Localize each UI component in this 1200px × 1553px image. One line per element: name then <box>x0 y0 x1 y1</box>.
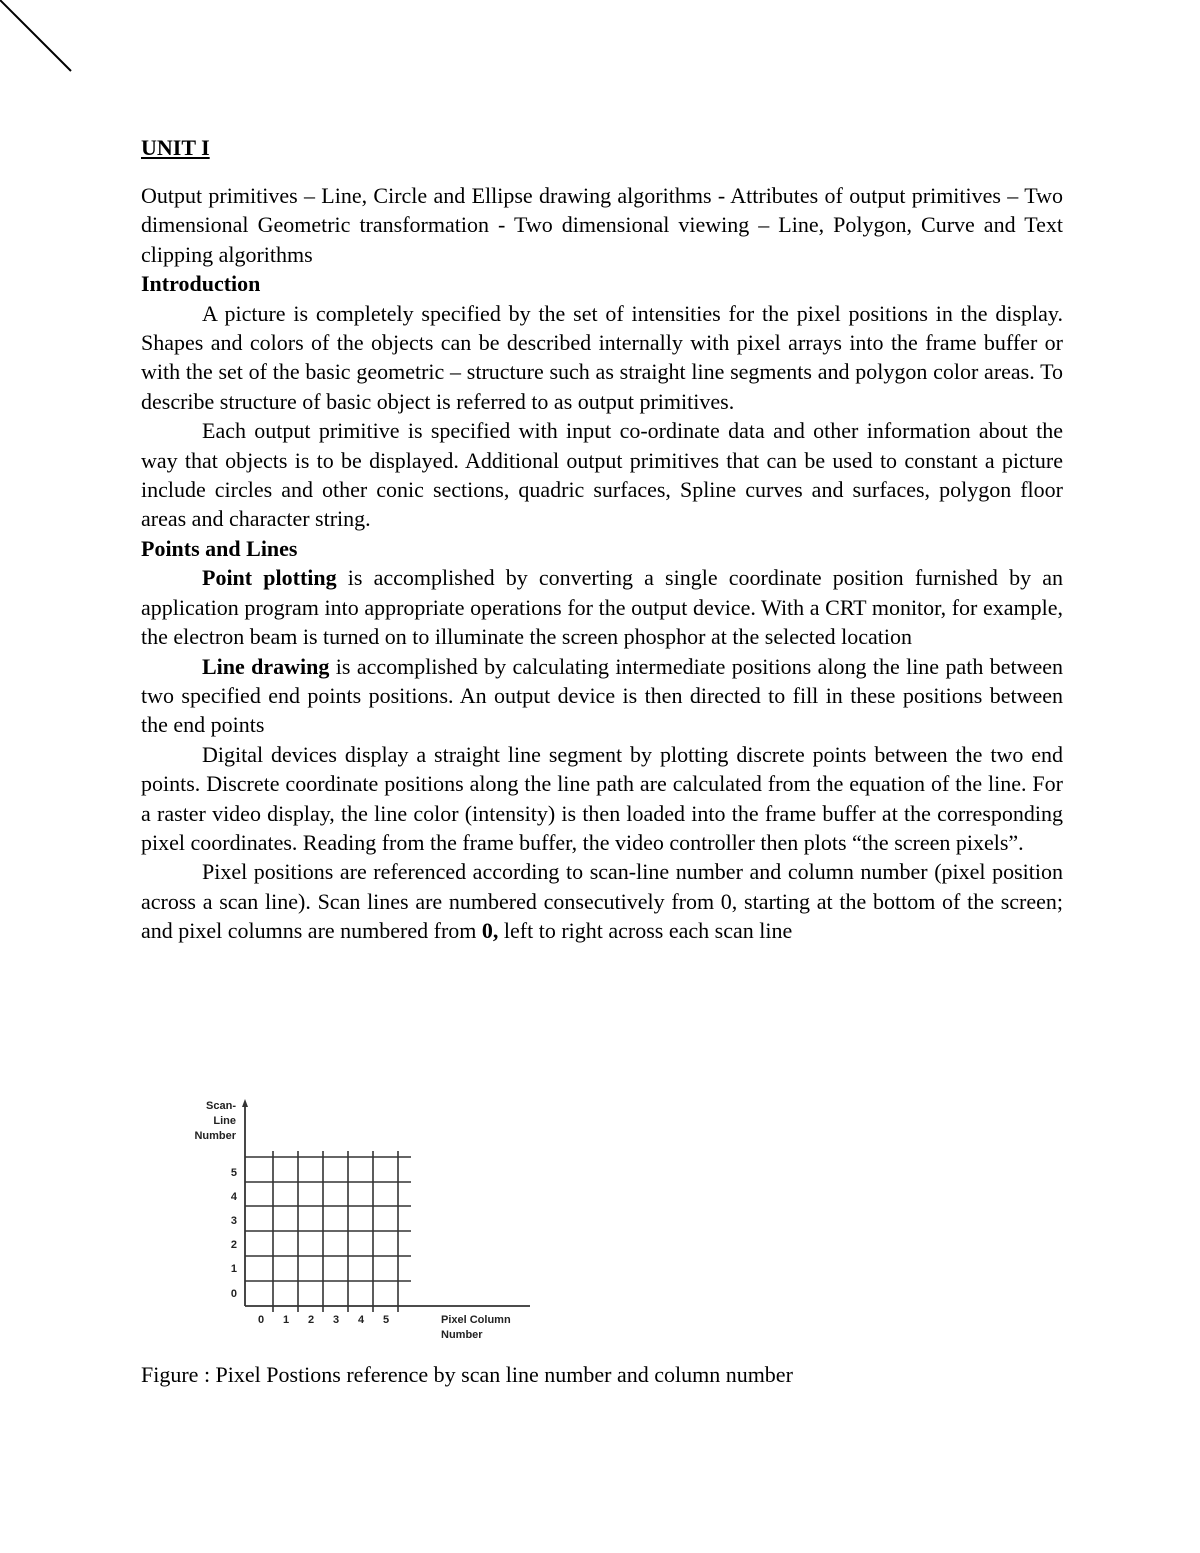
introduction-heading: Introduction <box>141 271 261 297</box>
x-axis-label-line-2: Number <box>441 1329 483 1341</box>
syllabus-paragraph: Output primitives – Line, Circle and Ellipse drawing algorithms - Attributes of output primitives – Two dimensional Geometric transformation - Two dimensional viewing – Line, Polygon, Curve and Text clipping algorithms <box>141 183 1063 267</box>
pixel-positions-text-b: left to right across each scan line <box>498 918 793 944</box>
pixel-grid-lines <box>245 1151 411 1312</box>
introduction-paragraph-2: Each output primitive is specified with input co-ordinate data and other information about the way that objects is to be displayed. Additional output primitives that can be used to constant a picture include circles and other conic sections, quadric surfaces, Spline curves and surfaces, polygon floor areas and character string. <box>141 418 1063 532</box>
pixel-positions-bold: 0, <box>481 918 499 944</box>
column-number-0: 0 <box>257 1314 265 1326</box>
document-page <box>141 133 1063 946</box>
point-plotting-term: Point plotting <box>202 565 337 591</box>
row-number-2: 2 <box>230 1239 237 1251</box>
unit-title: UNIT I <box>141 135 210 160</box>
point-plotting-paragraph <box>141 563 1063 651</box>
line-drawing-paragraph <box>141 652 1063 740</box>
column-number-2: 2 <box>307 1314 315 1326</box>
column-number-3: 3 <box>332 1314 340 1326</box>
introduction-paragraph-1: A picture is completely specified by the set of intensities for the pixel positions in the display. Shapes and colors of the objects can be described internally with pixel arrays into the frame buffer or with the set of the basic geometric – structure such as straight line segments and polygon color areas. To describe structure of basic object is referred to as output primitives. <box>141 300 1063 414</box>
y-axis-label-line-1: Scan- <box>206 1100 236 1112</box>
pixel-grid-figure <box>175 1093 540 1348</box>
pixel-positions-text-a: Pixel positions are referenced according to scan-line number and column number (pixel position across a scan line). Scan lines are numbered consecutively from 0, starting at the bottom of the screen; and pixel columns are numbered from <box>141 859 1063 944</box>
line-drawing-term: Line drawing <box>202 653 330 679</box>
pixel-grid-diagram <box>175 1093 540 1348</box>
y-axis-arrow <box>242 1099 248 1107</box>
x-axis-label-line-1: Pixel Column <box>441 1314 511 1326</box>
digital-devices-paragraph: Digital devices display a straight line segment by plotting discrete points between the two end points. Discrete coordinate positions along the line path are calculated from the equation of the line. For a raster video display, the line color (intensity) is then loaded into the frame buffer at the corresponding pixel coordinates. Reading from the frame buffer, the video controller then plots “the screen pixels”. <box>141 741 1063 855</box>
row-number-4: 4 <box>230 1191 237 1203</box>
figure-caption: Figure : Pixel Postions reference by scan line number and column number <box>141 1362 793 1387</box>
point-plotting-text: is accomplished by converting a single coordinate position furnished by an application program into appropriate operations for the output device. With a CRT monitor, for example, the electron beam is turned on to illuminate the screen phosphor at the selected location <box>141 565 1063 650</box>
points-lines-heading: Points and Lines <box>141 535 298 561</box>
column-number-4: 4 <box>357 1314 365 1326</box>
row-number-0: 0 <box>230 1288 237 1300</box>
row-number-1: 1 <box>230 1263 237 1275</box>
pixel-positions-paragraph <box>141 857 1063 945</box>
column-number-5: 5 <box>382 1314 390 1326</box>
corner-diagonal-mark <box>0 0 80 80</box>
line-drawing-text: is accomplished by calculating intermediate positions along the line path between two specified end points positions. An output device is then directed to fill in these positions between the end points <box>141 653 1063 738</box>
y-axis-label-line-3: Number <box>194 1130 236 1142</box>
row-number-5: 5 <box>230 1167 237 1179</box>
y-axis-label-line-2: Line <box>213 1115 236 1127</box>
row-number-3: 3 <box>230 1215 237 1227</box>
column-number-1: 1 <box>282 1314 290 1326</box>
